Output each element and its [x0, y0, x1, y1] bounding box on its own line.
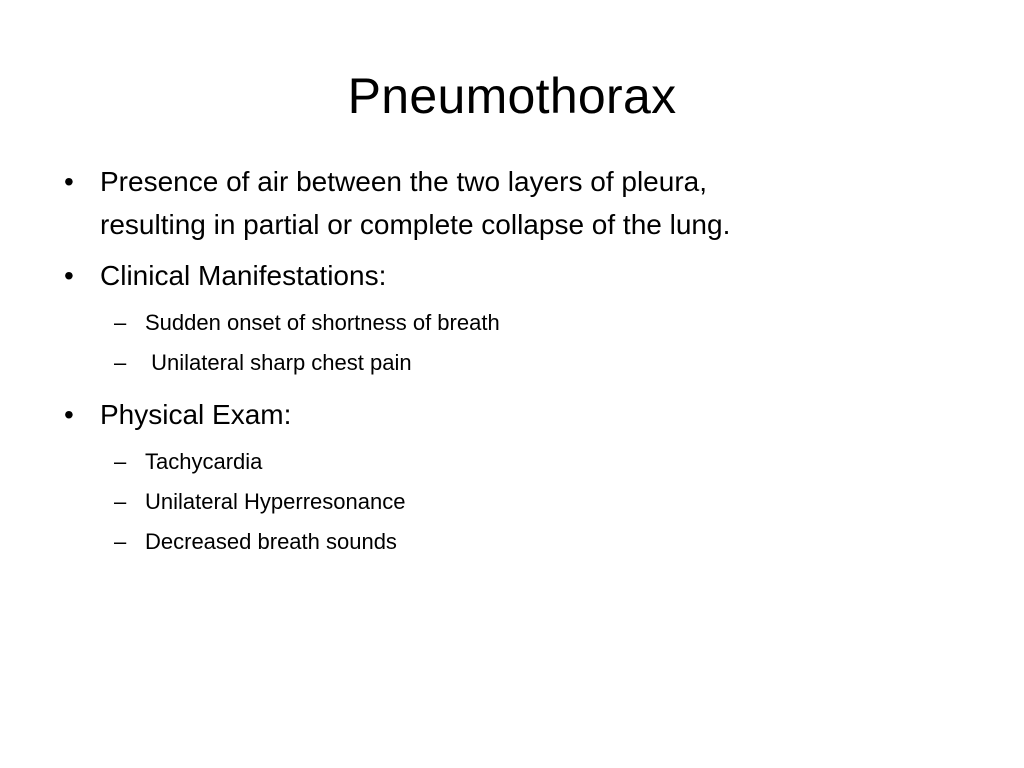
sublist-physical-exam [60, 442, 960, 562]
bullet-text: Physical Exam: [100, 399, 292, 430]
dash-marker: – [114, 449, 127, 474]
bullet-text-line-2: resulting in partial or complete collapse of the lung. [100, 209, 731, 240]
slide-title: Pneumothorax [347, 68, 677, 124]
sub-bullet-text: Unilateral sharp chest pain [145, 350, 412, 375]
bullet-text-line-1: Presence of air between the two layers of pleura, [100, 166, 708, 197]
bullet-physical-exam [60, 393, 960, 436]
sub-bullet-text: Sudden onset of shortness of breath [145, 310, 500, 335]
bullet-marker: • [64, 166, 74, 197]
dash-marker: – [114, 310, 127, 335]
dash-marker: – [114, 489, 127, 514]
bullet-text: Clinical Manifestations: [100, 260, 387, 291]
sub-bullet [60, 442, 960, 482]
sub-bullet [60, 303, 960, 343]
bullet-marker: • [64, 399, 74, 430]
bullet-clinical-manifestations [60, 254, 960, 297]
sub-bullet-text: Decreased breath sounds [145, 529, 397, 554]
dash-marker: – [114, 529, 127, 554]
bullet-marker: • [64, 260, 74, 291]
sublist-clinical-manifestations [60, 303, 960, 383]
sub-bullet-text: Tachycardia [145, 449, 263, 474]
sub-bullet [60, 522, 960, 562]
sub-bullet-text: Unilateral Hyperresonance [145, 489, 406, 514]
bullet-definition [60, 160, 960, 246]
sub-bullet [60, 343, 960, 383]
sub-bullet [60, 482, 960, 522]
dash-marker: – [114, 350, 127, 375]
slide-body [60, 160, 960, 572]
